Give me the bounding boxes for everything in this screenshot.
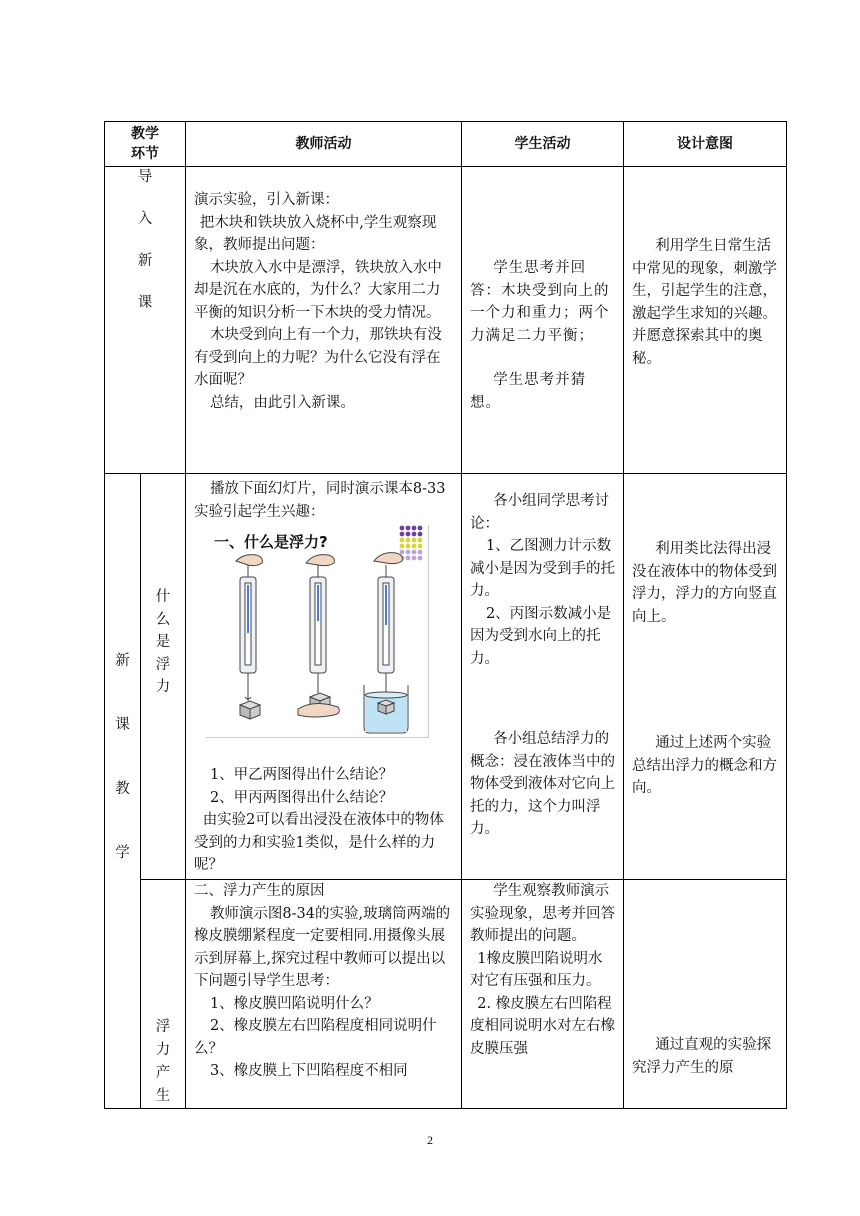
header-stage xyxy=(105,122,186,167)
intro-student-text: 学生思考并回答：木块受到向上的一个力和重力；两个力满足二力平衡； xyxy=(470,260,610,344)
intro-teacher-line: 演示实验，引入新课： xyxy=(194,192,339,208)
buoyancy-student-summary: 各小组总结浮力的概念：浸在液体当中的物体受到液体对它向上托的力，这个力叫浮力。 xyxy=(470,731,615,837)
buoyancy-substage-char: 么 xyxy=(155,611,171,628)
header-teacher: 教师活动 xyxy=(186,122,462,167)
buoyancy-intent-2: 通过上述两个实验总结出浮力的概念和方向。 xyxy=(632,735,777,796)
buoyancy-substage-char: 浮 xyxy=(155,656,171,673)
buoyancy-substage-char: 力 xyxy=(155,679,171,695)
new-lesson-stage-char: 新 xyxy=(115,653,130,669)
cause-teacher-q3: 3、橡皮膜上下凹陷程度不相同 xyxy=(209,1063,408,1079)
header-intent: 设计意图 xyxy=(624,122,787,167)
new-lesson-stage-char: 学 xyxy=(115,845,130,861)
cause-student-a2: 2. 橡皮膜左右凹陷程度相同说明水对左右橡皮膜压强 xyxy=(470,995,615,1057)
intro-student-cell xyxy=(462,167,624,474)
cause-teacher-text: 教师演示图8-34的实验,玻璃筒两端的橡皮膜绷紧程度一定要相同.用摄像头展示到屏幕上,探究过程中教师可以提出以下问题引导学生思考： xyxy=(194,905,451,989)
cause-substage-cell xyxy=(141,880,186,1109)
new-lesson-stage-cell xyxy=(105,474,141,1109)
intro-intent-text: 利用学生日常生活中常见的现象，刺激学生，引起学生的注意，激起学生求知的兴趣。并愿意探索其中的奥秘。 xyxy=(632,238,777,367)
buoyancy-student-cell xyxy=(462,474,624,880)
figure-title: 一、什么是浮力? xyxy=(214,533,328,551)
intro-teacher-line: 把木块和铁块放入烧杯中,学生观察现象，教师提出问题： xyxy=(194,214,437,253)
buoyancy-teacher-cell xyxy=(186,474,462,880)
cause-student-cell xyxy=(462,880,624,1109)
table-header-row xyxy=(105,122,787,167)
cause-substage-char: 浮 xyxy=(155,1019,171,1035)
spring-scale-illustration xyxy=(206,525,428,737)
buoyancy-intent-cell xyxy=(624,474,787,880)
intro-stage-char: 入 xyxy=(137,211,153,227)
new-lesson-stage-char: 教 xyxy=(115,781,130,797)
cause-teacher-title: 二、浮力产生的原因 xyxy=(194,883,325,899)
page-number: 2 xyxy=(427,1133,433,1147)
header-stage-line2: 环节 xyxy=(131,146,159,162)
spring-scale-b-icon xyxy=(298,555,339,717)
cause-substage-char: 生 xyxy=(155,1088,171,1104)
buoyancy-substage-char: 什 xyxy=(155,589,171,605)
intro-stage-char: 课 xyxy=(137,295,153,311)
intro-intent-cell xyxy=(624,167,787,474)
buoyancy-teacher-intro: 播放下面幻灯片，同时演示课本8-33实验引起学生兴趣： xyxy=(194,481,446,520)
buoyancy-teacher-q1: 1、甲乙两图得出什么结论？ xyxy=(209,767,394,783)
spring-scale-a-icon xyxy=(236,555,262,719)
intro-student-text: 学生思考并猜想。 xyxy=(470,372,587,411)
intro-teacher-line: 总结，由此引入新课。 xyxy=(209,394,355,411)
buoyancy-student-discuss: 各小组同学思考讨论： xyxy=(470,493,610,532)
buoyancy-row xyxy=(105,474,787,880)
buoyancy-intent-1: 利用类比法得出浸没在液体中的物体受到浮力，浮力的方向竖直向上。 xyxy=(632,541,777,625)
cause-teacher-q1: 1、橡皮膜凹陷说明什么？ xyxy=(209,995,379,1012)
cause-teacher-q2: 2、橡皮膜左右凹陷程度相同说明什么？ xyxy=(194,1018,437,1057)
buoyancy-teacher-q2: 2、甲丙两图得出什么结论？ xyxy=(209,789,394,806)
cause-intent-cell xyxy=(624,880,787,1109)
intro-teacher-cell xyxy=(186,167,462,474)
cause-intent-text: 通过直观的实验探究浮力产生的原 xyxy=(632,1037,772,1076)
cause-row xyxy=(105,880,787,1109)
intro-teacher-line: 木块放入水中是漂浮，铁块放入水中却是沉在水底的，为什么？大家用二力平衡的知识分析一下木块的受力情况。 xyxy=(194,259,442,321)
cause-substage-char: 产 xyxy=(155,1065,171,1081)
intro-teacher-line: 木块受到向上有一个力，那铁块有没有受到向上的力呢？为什么它没有浮在水面呢？ xyxy=(194,327,442,388)
cause-student-text: 学生观察教师演示实验现象，思考并回答教师提出的问题。 xyxy=(470,883,615,944)
lesson-plan-table xyxy=(104,121,787,1109)
dot-pattern-icon xyxy=(400,526,423,561)
intro-stage-char: 新 xyxy=(137,253,153,269)
buoyancy-student-a2: 2、丙图示数减小是因为受到水向上的托力。 xyxy=(470,605,612,667)
header-stage-line1: 教学 xyxy=(131,126,159,142)
cause-student-a1: 1橡皮膜凹陷说明水对它有压强和压力。 xyxy=(470,950,603,989)
intro-row xyxy=(105,167,787,474)
header-student: 学生活动 xyxy=(462,122,624,167)
cause-teacher-cell xyxy=(186,880,462,1109)
cause-substage-char: 力 xyxy=(155,1042,171,1058)
spring-scale-figure xyxy=(206,525,429,738)
intro-stage-char: 导 xyxy=(137,169,153,185)
spring-scale-c-icon xyxy=(364,553,408,733)
buoyancy-substage-char: 是 xyxy=(155,634,171,650)
buoyancy-teacher-summary: 由实验2可以看出浸没在液体中的物体受到的力和实验1类似，是什么样的力呢？ xyxy=(194,812,444,873)
buoyancy-student-a1: 1、乙图测力计示数减小是因为受到手的托力。 xyxy=(470,538,615,599)
intro-stage-cell xyxy=(105,167,186,474)
new-lesson-stage-char: 课 xyxy=(115,717,130,733)
buoyancy-substage-cell xyxy=(141,474,186,880)
